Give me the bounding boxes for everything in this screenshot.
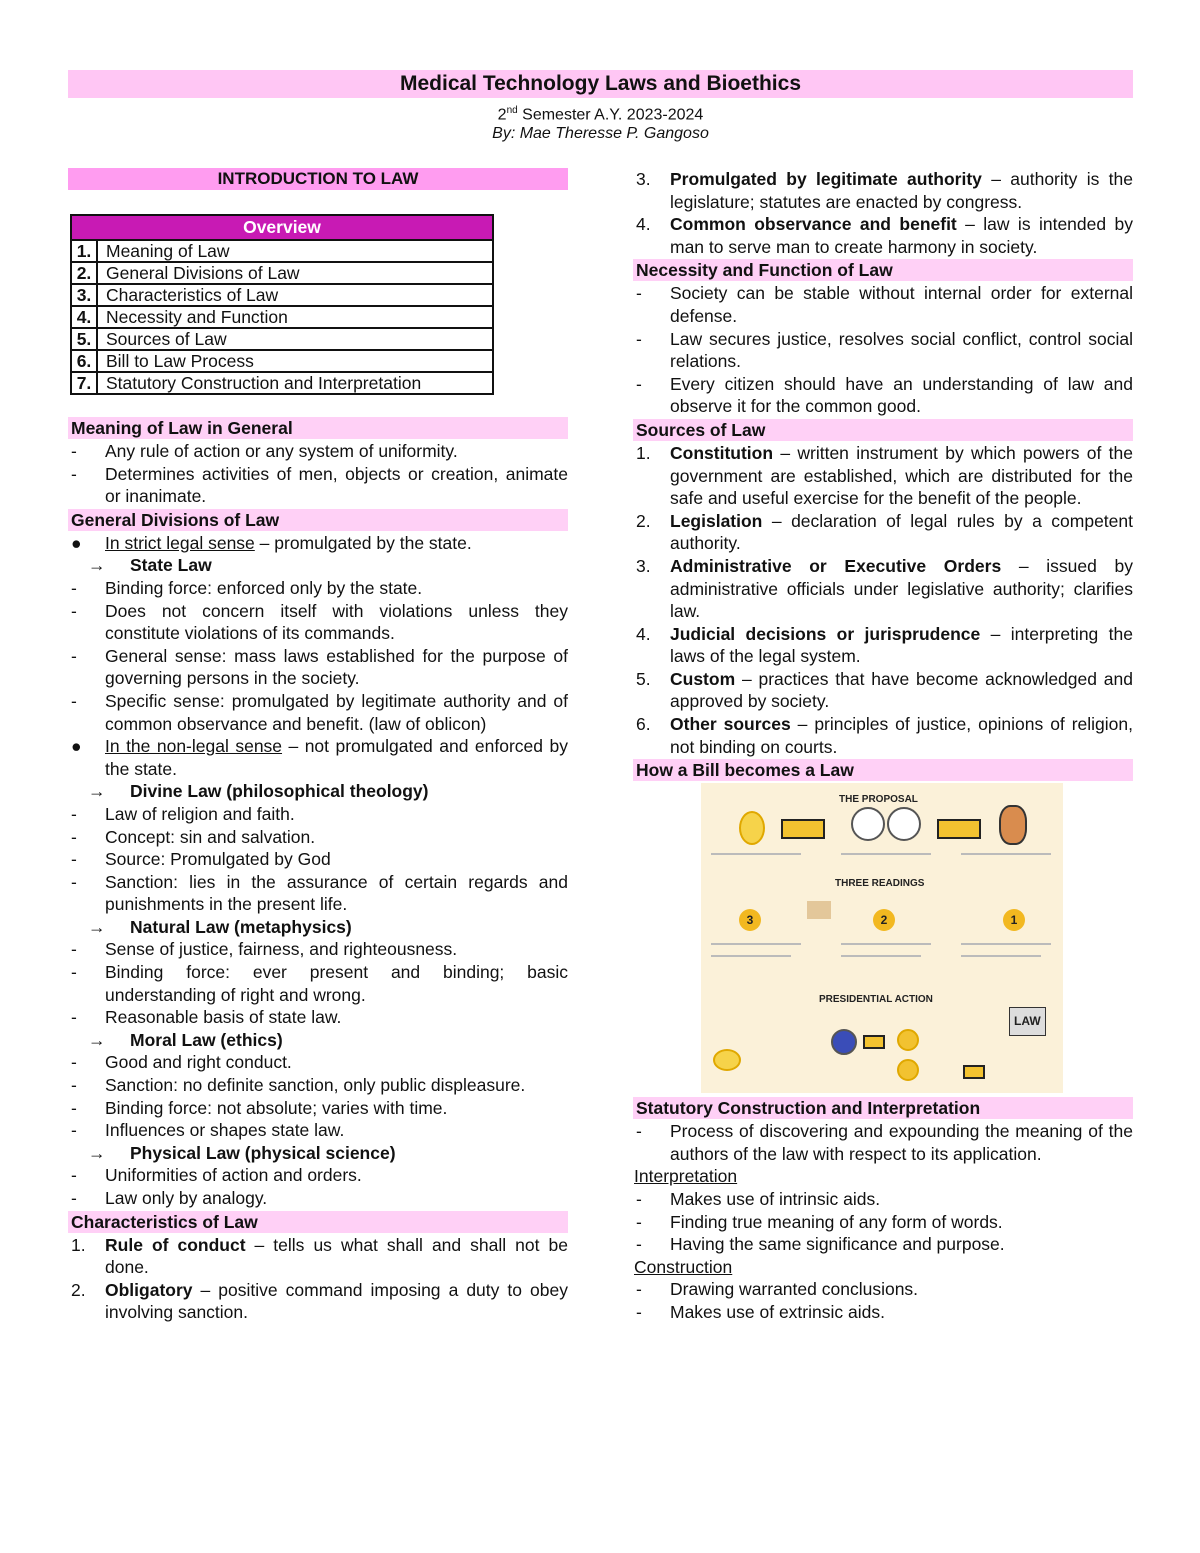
infographic-readings-title: THREE READINGS (835, 878, 925, 890)
list-item (68, 1279, 568, 1324)
term-desc: – issued by administrative officials under legislative authority; clarifies law. (670, 555, 1134, 622)
infographic-presidential-title: PRESIDENTIAL ACTION (819, 994, 933, 1006)
arrow-icon: → (88, 916, 106, 937)
list-item: - Sanction: no definite sanction, only public displeasure. (68, 1074, 568, 1097)
overview-num: 1. (71, 240, 97, 262)
semester-sup: nd (506, 105, 518, 116)
list-item-text: Uniformities of action and orders. (105, 1165, 362, 1186)
list-item-text: Sanction: no definite sanction, only public displeasure. (105, 1075, 526, 1096)
list-item-text: Influences or shapes state law. (105, 1120, 345, 1141)
list-item-text: Any rule of action or any system of uniformity. (105, 441, 458, 461)
list-item: - Finding true meaning of any form of words. (633, 1211, 1133, 1234)
seal-icon (851, 807, 885, 841)
thumbs-up-icon (897, 1029, 919, 1051)
overview-row (71, 240, 493, 262)
list-item-text: Binding force: enforced only by the state. (105, 577, 423, 598)
reading-badge: 1 (1003, 909, 1025, 931)
overview-label: Necessity and Function (97, 306, 493, 328)
right-column (633, 168, 1133, 1324)
list-item-text: Law secures justice, resolves social conflict, control social relations. (670, 328, 1133, 372)
list-item: - Determines activities of men, objects or creation, animate or inanimate. (71, 463, 568, 507)
divisions-heading: General Divisions of Law (68, 509, 568, 531)
text-line (711, 943, 801, 945)
term: Promulgated by legitimate authority (670, 169, 982, 189)
overview-num: 2. (71, 262, 97, 284)
list-item-text: Concept: sin and salvation. (105, 826, 316, 847)
term: Administrative or Executive Orders (670, 555, 1002, 576)
non-legal-sense-label: In the non-legal sense (105, 736, 283, 757)
list-item-text: Every citizen should have an understanding of law and observe it for the common good. (670, 373, 1133, 417)
law-sign: LAW (1009, 1007, 1046, 1036)
list-item-text: Finding true meaning of any form of words. (670, 1211, 1003, 1232)
term: Other sources (670, 714, 791, 735)
overview-row (71, 306, 493, 328)
construction-label: Construction (634, 1256, 733, 1277)
term: Common observance and benefit (670, 214, 957, 235)
characteristics-heading: Characteristics of Law (68, 1211, 568, 1233)
list-item (633, 510, 1133, 555)
list-item: - Sense of justice, fairness, and righteousness. (68, 938, 568, 961)
list-item-text: Binding force: ever present and binding; basic understanding of right and wrong. (105, 962, 568, 1005)
list-item: - General sense: mass laws established for the purpose of governing persons in the society. (71, 645, 568, 689)
interpretation-label: Interpretation (634, 1166, 738, 1187)
arrow-right-icon (963, 1065, 985, 1079)
physical-law-label: Physical Law (physical science) (130, 1142, 396, 1163)
list-item (633, 442, 1133, 510)
meaning-heading: Meaning of Law in General (68, 417, 568, 439)
list-item-text: Having the same significance and purpose. (670, 1234, 1005, 1255)
list-item-text: Binding force: not absolute; varies with time. (105, 1097, 448, 1118)
arrow-icon: → (88, 1142, 106, 1163)
term: Constitution (670, 442, 774, 463)
ballot-box-icon (807, 901, 831, 919)
overview-table (70, 214, 494, 395)
divine-law-row (68, 780, 568, 803)
overview-num: 5. (71, 328, 97, 350)
text-line (841, 853, 931, 855)
list-item: - Makes use of extrinsic aids. (633, 1301, 1133, 1324)
overview-row (71, 284, 493, 306)
natural-law-label: Natural Law (metaphysics) (130, 916, 352, 937)
overview-num: 6. (71, 350, 97, 372)
list-item (633, 555, 1133, 623)
list-item-text: Process of discovering and expounding the meaning of the authors of the law with respect to its application. (670, 1121, 1133, 1164)
list-num: 1. (71, 1234, 86, 1255)
document-title: Medical Technology Laws and Bioethics (399, 72, 802, 95)
list-item (68, 532, 568, 555)
list-item (68, 735, 568, 780)
overview-label: Characteristics of Law (97, 284, 493, 306)
strict-sense-desc: – promulgated by the state. (254, 532, 472, 553)
list-item: - Source: Promulgated by God (68, 848, 568, 871)
list-num: 5. (636, 668, 651, 689)
necessity-heading: Necessity and Function of Law (633, 259, 1133, 281)
arrow-icon: → (88, 555, 106, 576)
left-column (68, 168, 568, 1324)
text-line (961, 853, 1051, 855)
list-item: - Drawing warranted conclusions. (633, 1278, 1133, 1301)
term-desc: – practices that have become acknowledged and approved by society. (670, 668, 1133, 712)
list-item-text: Reasonable basis of state law. (105, 1007, 342, 1028)
list-item: - Good and right conduct. (68, 1051, 568, 1074)
list-item-text: Society can be stable without internal order for external defense. (670, 283, 1133, 326)
list-item: - Does not concern itself with violations unless they constitute violations of its commands. (71, 600, 568, 644)
list-num: 6. (636, 714, 651, 735)
list-item: - Makes use of intrinsic aids. (633, 1188, 1133, 1211)
infographic-proposal-title: THE PROPOSAL (839, 794, 918, 806)
term: Legislation (670, 510, 763, 531)
list-item: - Binding force: not absolute; varies with time. (68, 1097, 568, 1120)
text-line (711, 853, 801, 855)
list-item-text: Does not concern itself with violations unless they constitute violations of its commands. (105, 600, 568, 644)
term-desc: – declaration of legal rules by a competent authority. (670, 510, 1133, 554)
statutory-heading: Statutory Construction and Interpretation (633, 1097, 1133, 1119)
overview-row (71, 372, 493, 394)
semester-line (68, 101, 1133, 125)
arrow-right-icon (937, 819, 981, 839)
list-item: - Every citizen should have an understanding of law and observe it for the common good. (636, 373, 1133, 417)
natural-law-row (68, 916, 568, 939)
president-seal-icon (831, 1029, 857, 1055)
term: Custom (670, 668, 736, 689)
list-item: - Sanction: lies in the assurance of certain regards and punishments in the present life. (71, 871, 568, 915)
list-item (633, 168, 1133, 213)
list-item-text: Law of religion and faith. (105, 803, 295, 824)
list-num: 4. (636, 214, 651, 235)
person-icon (999, 805, 1027, 845)
list-item-text: Law only by analogy. (105, 1188, 268, 1208)
term-desc: – law is intended by man to serve man to create harmony in society. (670, 214, 1133, 257)
list-num: 3. (636, 169, 651, 189)
overview-num: 3. (71, 284, 97, 306)
overview-heading: Overview (71, 215, 493, 240)
list-item (633, 213, 1133, 258)
list-item (633, 713, 1133, 758)
arrow-right-icon (781, 819, 825, 839)
text-line (961, 943, 1051, 945)
term: Rule of conduct (105, 1234, 246, 1255)
term: Judicial decisions or jurisprudence (670, 623, 981, 644)
list-num: 3. (636, 555, 651, 576)
list-item-text: Drawing warranted conclusions. (670, 1279, 919, 1300)
reading-badge: 2 (873, 909, 895, 931)
list-item-text: General sense: mass laws established for the purpose of governing persons in the society. (105, 645, 568, 689)
arrow-right-icon (863, 1035, 885, 1049)
overview-row (71, 328, 493, 350)
text-line (841, 943, 931, 945)
text-line (841, 955, 921, 957)
moral-law-label: Moral Law (ethics) (130, 1029, 283, 1050)
term-desc: – principles of justice, opinions of religion, not binding on courts. (670, 714, 1134, 757)
arrow-icon: → (88, 781, 106, 802)
term-desc: – interpreting the laws of the legal system. (670, 623, 1133, 667)
physical-law-row (68, 1142, 568, 1165)
list-num: 2. (71, 1279, 86, 1300)
sources-heading: Sources of Law (633, 419, 1133, 441)
semester-rest: Semester A.Y. 2023-2024 (517, 106, 704, 124)
list-item: - Law of religion and faith. (68, 803, 568, 826)
overview-label: General Divisions of Law (97, 262, 493, 284)
list-item (633, 623, 1133, 668)
bullet-icon: ● (71, 532, 82, 553)
list-item: - Process of discovering and expounding the meaning of the authors of the law with respect to its application. (636, 1121, 1133, 1164)
text-line (961, 955, 1041, 957)
list-item: - Law secures justice, resolves social conflict, control social relations. (636, 328, 1133, 372)
intro-title: INTRODUCTION TO LAW (68, 168, 568, 190)
list-item: - Specific sense: promulgated by legitimate authority and of common observance and benefit. (law of oblicon) (71, 690, 568, 734)
overview-label: Sources of Law (97, 328, 493, 350)
non-legal-sense-desc: – not promulgated and enforced by the state. (105, 736, 568, 779)
overview-num: 7. (71, 372, 97, 394)
arrow-icon: → (88, 1029, 106, 1050)
term-desc: – written instrument by which powers of the government are established, which are distributed for the safe and useful exercise for the benefit of the people. (670, 442, 1133, 509)
bullet-icon: ● (71, 736, 82, 757)
author-line: By: Mae Theresse P. Gangoso (492, 125, 709, 142)
bill-to-law-infographic (701, 783, 1063, 1093)
overview-label: Bill to Law Process (97, 350, 493, 372)
list-item: - Society can be stable without internal order for external defense. (636, 283, 1133, 326)
list-item: - Binding force: enforced only by the state. (68, 577, 568, 600)
overview-row (71, 350, 493, 372)
list-item: - Reasonable basis of state law. (68, 1006, 568, 1029)
list-item-text: Sanction: lies in the assurance of certain regards and punishments in the present life. (105, 871, 568, 915)
list-num: 1. (636, 442, 651, 463)
lightbulb-icon (739, 811, 765, 845)
term-desc: – tells us what shall and shall not be done. (105, 1234, 568, 1278)
thumbs-down-icon (897, 1059, 919, 1081)
list-item: - Concept: sin and salvation. (68, 826, 568, 849)
list-num: 2. (636, 510, 651, 531)
list-item: - Having the same significance and purpose. (633, 1233, 1133, 1256)
term-desc: – positive command imposing a duty to obey involving sanction. (105, 1279, 568, 1323)
list-item: - Uniformities of action and orders. (68, 1164, 568, 1187)
list-item-text: Specific sense: promulgated by legitimate authority and of common observance and benefit. (law of oblicon) (105, 690, 568, 734)
term: Obligatory (105, 1279, 193, 1300)
reading-badge: 3 (739, 909, 761, 931)
list-item-text: Source: Promulgated by God (105, 849, 331, 870)
list-item (68, 1234, 568, 1279)
text-line (711, 955, 791, 957)
overview-row (71, 262, 493, 284)
term-desc: – authority is the legislature; statutes are enacted by congress. (670, 169, 1133, 212)
list-num: 4. (636, 623, 651, 644)
list-item: - Law only by analogy. (68, 1187, 568, 1210)
overview-label: Statutory Construction and Interpretation (97, 372, 493, 394)
semester-ordinal: 2 (497, 106, 507, 124)
list-item-text: Good and right conduct. (105, 1052, 292, 1073)
hand-icon (713, 1049, 741, 1071)
strict-sense-label: In strict legal sense (105, 532, 255, 553)
seal-icon (887, 807, 921, 841)
list-item-text: Makes use of intrinsic aids. (670, 1189, 881, 1210)
state-law-label: State Law (130, 555, 212, 576)
divine-law-label: Divine Law (philosophical theology) (130, 781, 429, 802)
list-item-text: Sense of justice, fairness, and righteousness. (105, 939, 458, 960)
list-item-text: Makes use of extrinsic aids. (670, 1302, 885, 1322)
list-item (633, 668, 1133, 713)
overview-num: 4. (71, 306, 97, 328)
list-item: - Influences or shapes state law. (68, 1119, 568, 1142)
overview-label: Meaning of Law (97, 240, 493, 262)
moral-law-row (68, 1029, 568, 1052)
list-item: - Any rule of action or any system of uniformity. (68, 440, 568, 463)
list-item-text: Determines activities of men, objects or creation, animate or inanimate. (105, 463, 568, 507)
list-item: - Binding force: ever present and binding; basic understanding of right and wrong. (71, 962, 568, 1005)
bill-heading: How a Bill becomes a Law (633, 759, 1133, 781)
state-law-row (68, 554, 568, 577)
